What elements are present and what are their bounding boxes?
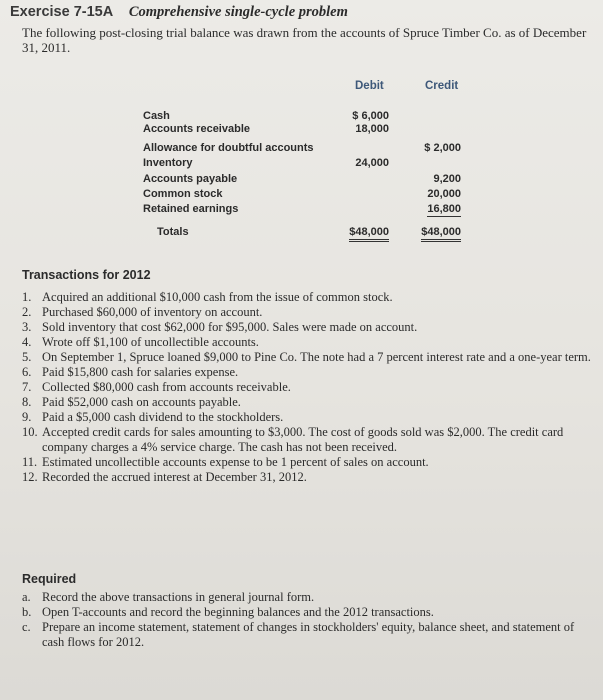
item-text: Paid a $5,000 cash dividend to the stockholders. — [42, 410, 284, 424]
list-item — [22, 470, 594, 485]
list-item — [22, 320, 594, 335]
item-number: 9. — [22, 410, 32, 424]
item-text: Collected $80,000 cash from accounts receivable. — [42, 380, 291, 394]
list-item — [22, 290, 594, 305]
item-text: Estimated uncollectible accounts expense to be 1 percent of sales on account. — [42, 455, 429, 469]
list-item — [22, 305, 594, 320]
credit-value: 16,800 — [427, 203, 461, 215]
list-item — [22, 425, 594, 455]
item-text: Recorded the accrued interest at December 31, 2012. — [42, 470, 307, 484]
item-text: Wrote off $1,100 of uncollectible accounts. — [42, 335, 259, 349]
item-number: 12. — [22, 470, 38, 484]
totals-row — [143, 226, 473, 239]
table-row — [143, 188, 473, 201]
item-number: 4. — [22, 335, 32, 349]
item-text: Purchased $60,000 of inventory on account. — [42, 305, 263, 319]
account-name: Retained earnings — [143, 203, 239, 215]
debit-value: 24,000 — [355, 157, 389, 169]
item-number: 7. — [22, 380, 32, 394]
list-item — [22, 365, 594, 380]
item-letter: b. — [22, 605, 32, 619]
list-item — [22, 590, 594, 605]
totals-label: Totals — [157, 226, 189, 238]
intro-paragraph: The following post-closing trial balance was drawn from the accounts of Spruce Timber Co. as of December 31, 2011. — [22, 25, 587, 55]
credit-value: $ 2,000 — [424, 142, 461, 154]
item-number: 5. — [22, 350, 32, 364]
item-number: 6. — [22, 365, 32, 379]
item-text: Sold inventory that cost $62,000 for $95,000. Sales were made on account. — [42, 320, 418, 334]
required-list — [22, 590, 594, 650]
table-row — [143, 110, 473, 123]
item-text: Open T-accounts and record the beginning balances and the 2012 transactions. — [42, 605, 434, 619]
transactions-title: Transactions for 2012 — [22, 268, 151, 282]
item-number: 3. — [22, 320, 32, 334]
item-letter: c. — [22, 620, 31, 634]
debit-value: $ 6,000 — [352, 110, 389, 122]
item-letter: a. — [22, 590, 31, 604]
exercise-title: Comprehensive single-cycle problem — [128, 4, 348, 20]
item-number: 8. — [22, 395, 32, 409]
table-row — [143, 123, 473, 136]
account-name: Accounts payable — [143, 173, 238, 185]
list-item — [22, 335, 594, 350]
account-name: Accounts receivable — [143, 123, 250, 135]
credit-value: 20,000 — [427, 188, 461, 200]
exercise-header — [10, 4, 348, 21]
item-text: Prepare an income statement, statement of changes in stockholders' equity, balance sheet, and statement of cash flows for 2012. — [42, 620, 575, 649]
debit-value: 18,000 — [355, 123, 389, 135]
exercise-number: Exercise 7-15A — [10, 4, 114, 20]
item-number: 2. — [22, 305, 32, 319]
item-text: Accepted credit cards for sales amounting to $3,000. The cost of goods sold was $2,000. The credit card company charges a 4% service charge. The cash has not been received. — [42, 425, 564, 454]
table-row — [143, 203, 473, 216]
credit-value: 9,200 — [433, 173, 461, 185]
table-row — [143, 157, 473, 170]
account-name: Cash — [143, 110, 170, 122]
credit-header: Credit — [425, 80, 459, 92]
item-number: 11. — [22, 455, 38, 469]
table-row — [143, 142, 473, 155]
list-item — [22, 395, 594, 410]
account-name: Inventory — [143, 157, 193, 169]
transactions-list — [22, 290, 594, 485]
list-item — [22, 380, 594, 395]
item-text: On September 1, Spruce loaned $9,000 to Pine Co. The note had a 7 percent interest rate and a one-year term. — [42, 350, 591, 364]
account-name: Allowance for doubtful accounts — [143, 142, 314, 154]
table-row — [143, 173, 473, 186]
item-text: Acquired an additional $10,000 cash from the issue of common stock. — [42, 290, 393, 304]
list-item — [22, 620, 594, 650]
item-text: Paid $15,800 cash for salaries expense. — [42, 365, 239, 379]
list-item — [22, 455, 594, 470]
account-name: Common stock — [143, 188, 223, 200]
total-debit: $48,000 — [349, 226, 389, 242]
item-number: 1. — [22, 290, 32, 304]
list-item — [22, 410, 594, 425]
item-number: 10. — [22, 425, 38, 439]
list-item — [22, 605, 594, 620]
required-title: Required — [22, 572, 77, 586]
item-text: Record the above transactions in general journal form. — [42, 590, 315, 604]
list-item — [22, 350, 594, 365]
total-credit: $48,000 — [421, 226, 461, 242]
item-text: Paid $52,000 cash on accounts payable. — [42, 395, 241, 409]
debit-header: Debit — [355, 80, 384, 92]
